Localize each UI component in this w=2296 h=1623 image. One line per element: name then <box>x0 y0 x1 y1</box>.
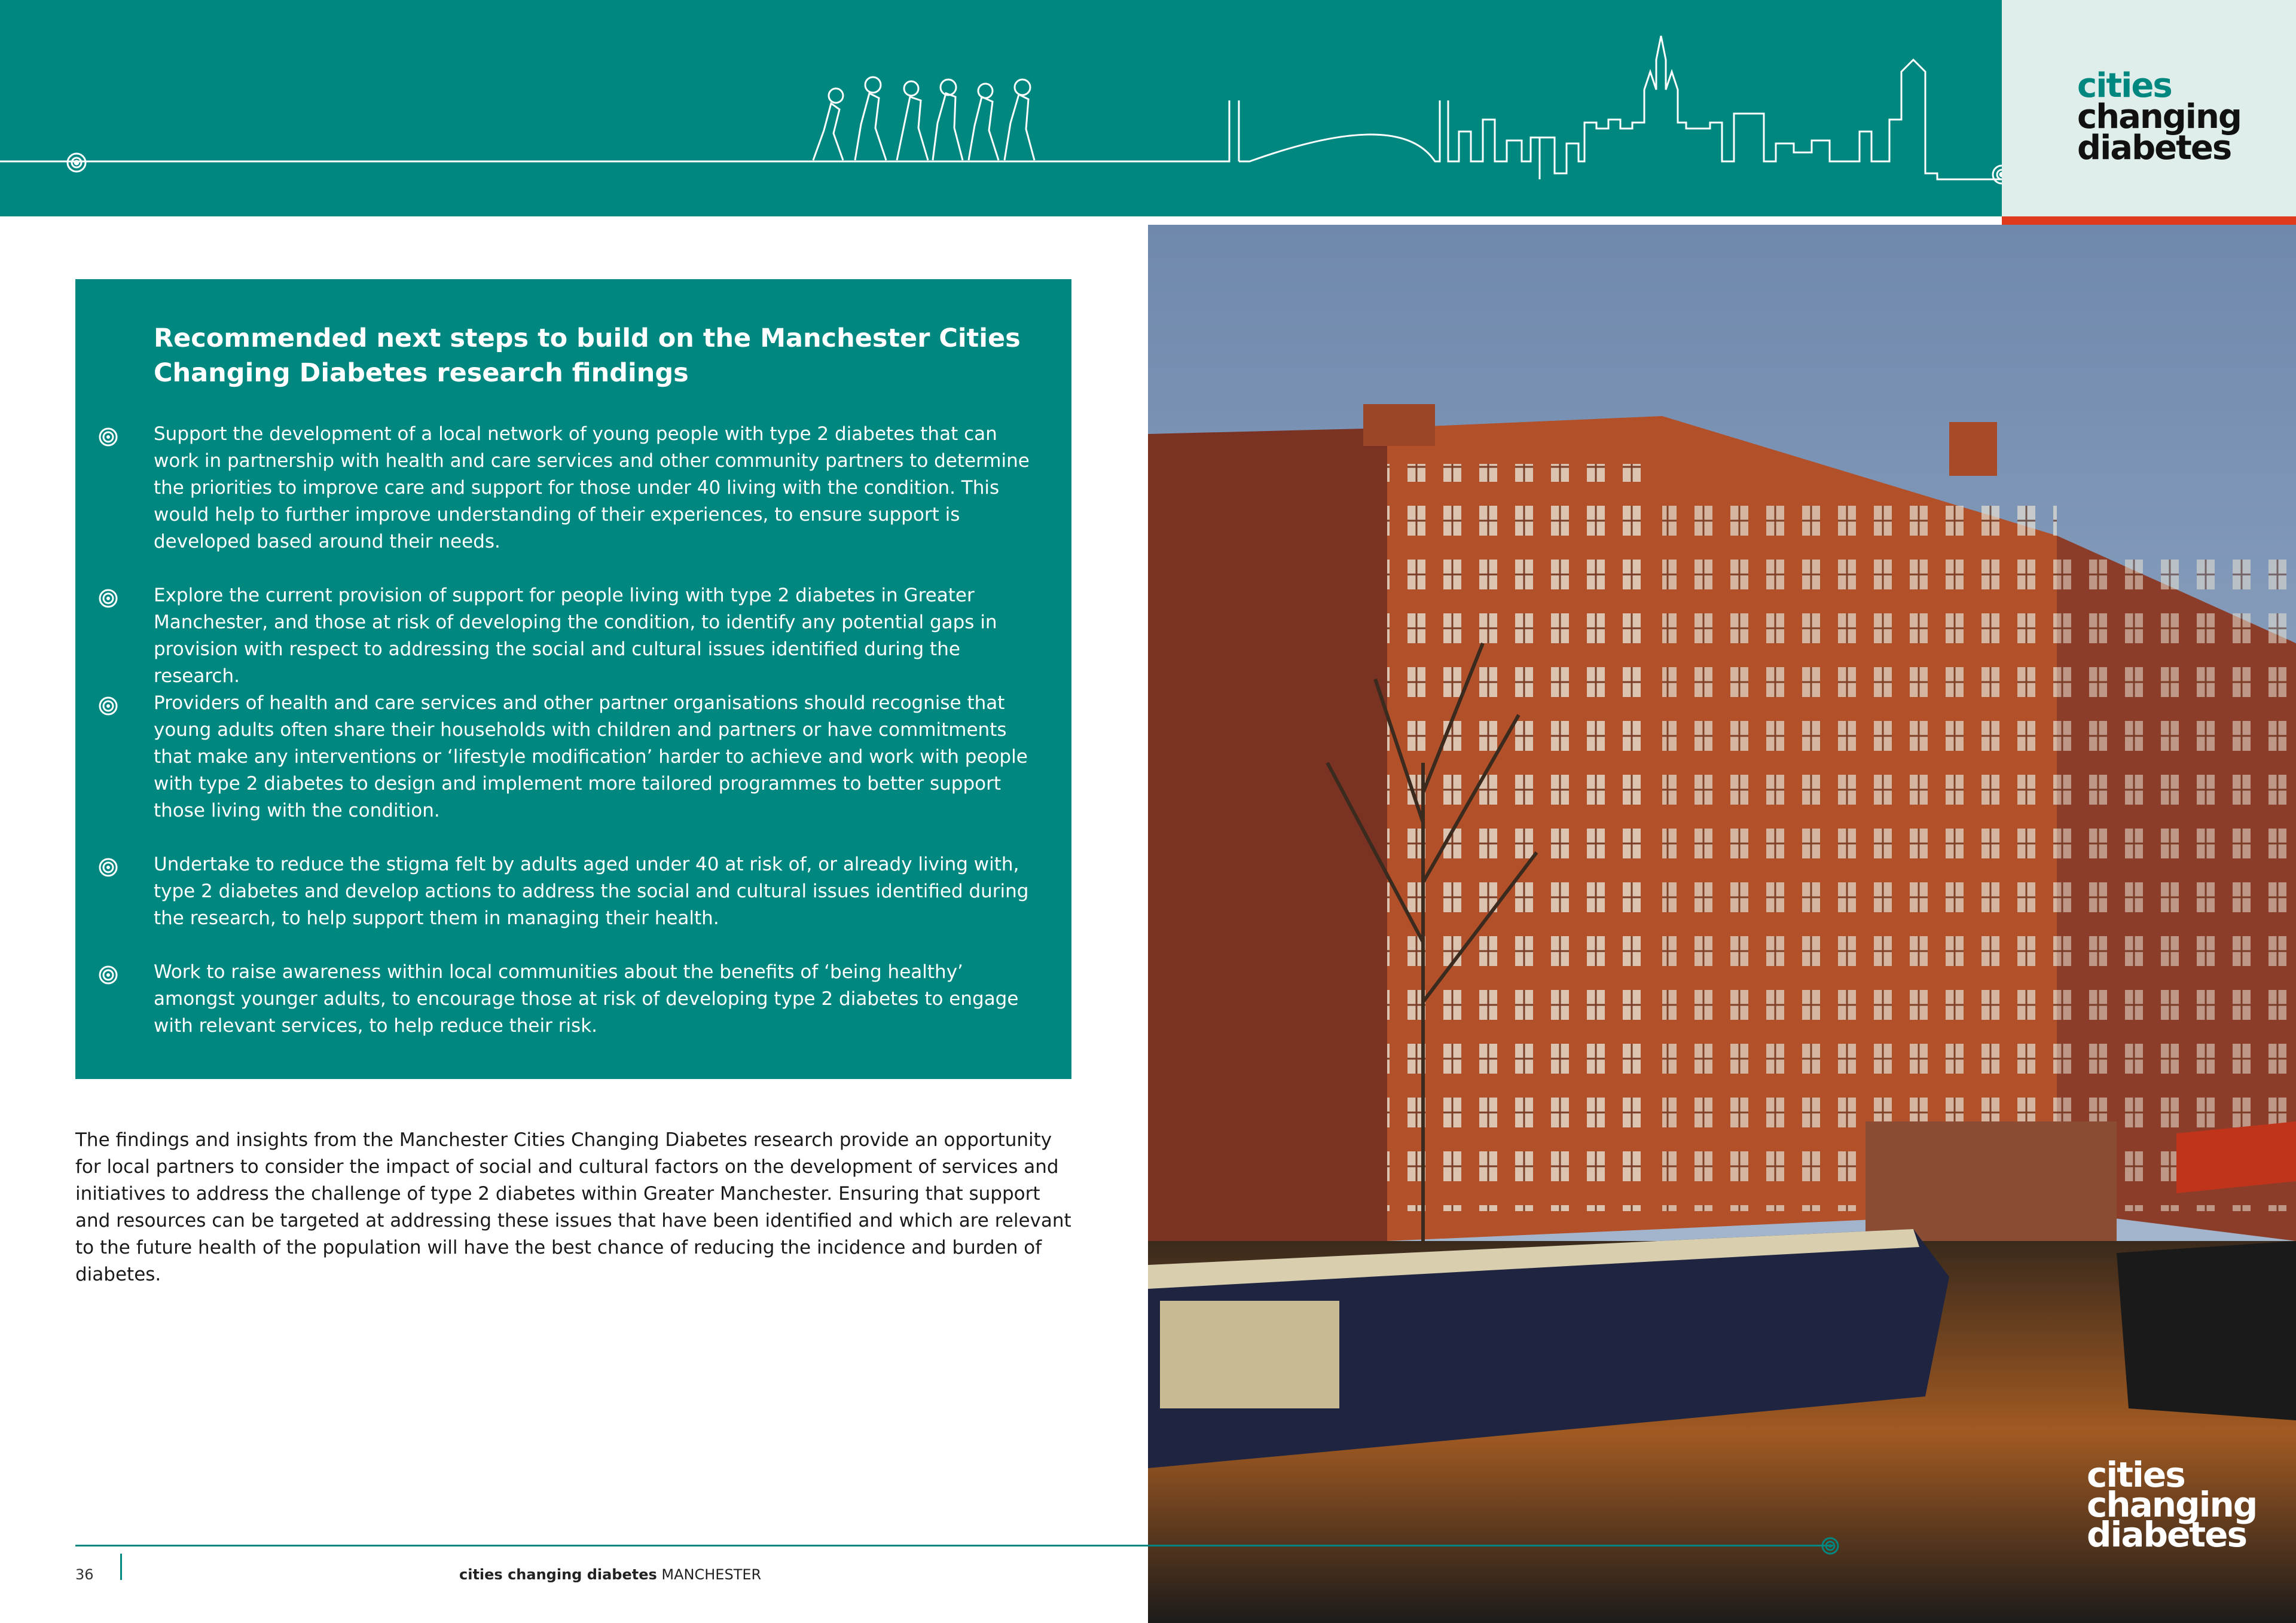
skyline-illustration <box>0 0 2002 216</box>
manchester-canal-photo <box>1148 225 2296 1623</box>
target-bullet-icon <box>98 427 118 447</box>
logo-accent-bar <box>2002 216 2296 225</box>
footer-divider <box>120 1554 122 1580</box>
footer-title-bold: cities changing diabetes <box>459 1566 657 1583</box>
photo-logo-line-2: changing <box>2087 1484 2257 1525</box>
footer-title-rest: MANCHESTER <box>657 1566 762 1583</box>
logo-line-2: changing <box>2077 97 2241 136</box>
next-steps-callout <box>75 279 1071 1079</box>
target-bullet-icon <box>98 965 118 985</box>
callout-bullet: Work to raise awareness within local communities about the benefits of ‘being healthy’ amongst younger adults, to encourage those at risk of developing type 2 diabetes to engage with relevant services, to help reduce their risk. <box>154 961 1019 1037</box>
target-bullet-icon <box>98 588 118 609</box>
target-bullet-icon <box>98 857 118 878</box>
target-bullet-icon <box>98 696 118 716</box>
footer-title <box>459 1566 761 1583</box>
callout-bullet: Providers of health and care services and other partner organisations should recognise that young adults often share their households with children and partners or have commitments that make any interventions or ‘lifestyle modification’ harder to achieve and work with people with type 2 diabetes to design and implement more tailored programmes to better support those living with the condition. <box>154 692 1028 821</box>
page-number: 36 <box>75 1566 94 1583</box>
photo-brand-logo <box>2087 1454 2257 1555</box>
photo-logo-line-1: cities <box>2087 1454 2185 1495</box>
logo-panel <box>2002 0 2296 216</box>
callout-heading: Recommended next steps to build on the Manchester Cities Changing Diabetes research findings <box>154 323 1021 388</box>
conclusion-paragraph: The findings and insights from the Manchester Cities Changing Diabetes research provide an opportunity for local partners to consider the impact of social and cultural factors on the development of services and initiatives to address the challenge of type 2 diabetes within Greater Manchester. Ensuring that support and resources can be targeted at addressing these issues that have been identified and which are relevant to the future health of the population will have the best chance of reducing the incidence and burden of diabetes. <box>75 1129 1071 1285</box>
header-band <box>0 0 2002 216</box>
footer-target-icon <box>1821 1537 1839 1555</box>
logo-line-3: diabetes <box>2077 129 2231 167</box>
brand-logo[interactable] <box>2077 66 2241 167</box>
photo-logo-line-3: diabetes <box>2087 1514 2246 1555</box>
footer-rule <box>75 1545 1833 1546</box>
callout-bullet: Explore the current provision of support for people living with type 2 diabetes in Greater Manchester, and those at risk of developing the condition, to identify any potential gaps in provision with respect to addressing the social and cultural issues identified during the research. <box>154 585 997 687</box>
callout-bullet: Support the development of a local network of young people with type 2 diabetes that can work in partnership with health and care services and other community partners to determine the priorities to improve care and support for those under 40 living with the condition. This would help to further improve understanding of their experiences, to ensure support is developed based around their needs. <box>154 423 1030 552</box>
logo-line-1: cities <box>2077 66 2172 105</box>
callout-bullet: Undertake to reduce the stigma felt by adults aged under 40 at risk of, or already living with, type 2 diabetes and develop actions to address the social and cultural issues identified during the research, to help support them in managing their health. <box>154 854 1029 929</box>
